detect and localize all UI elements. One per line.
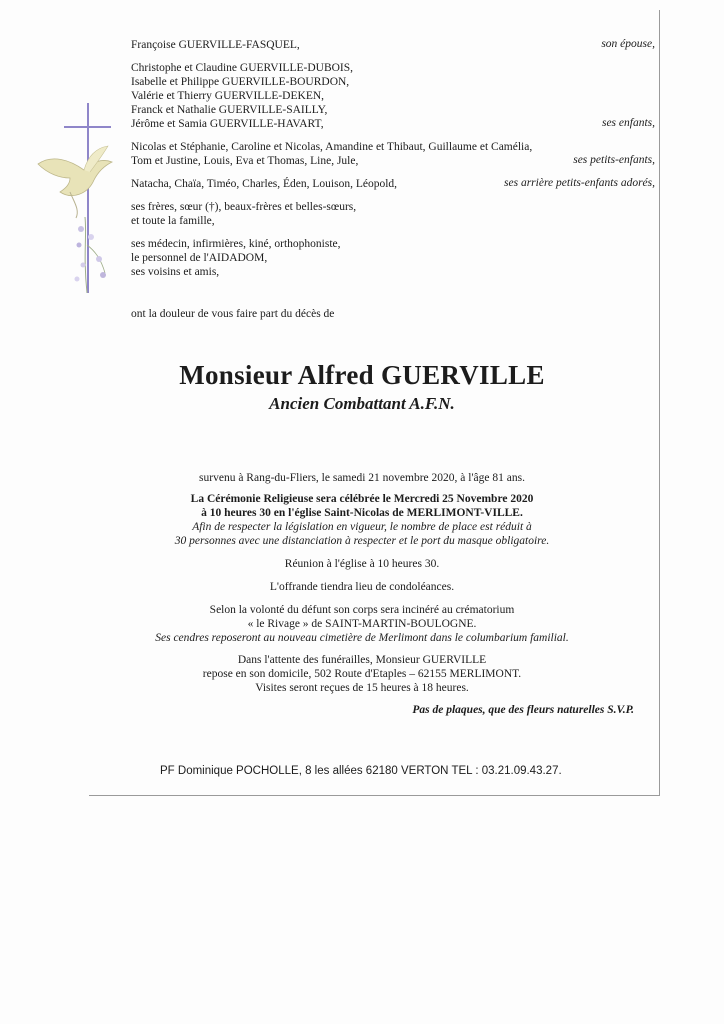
children-role: ses enfants, [601, 117, 655, 129]
announcement: ont la douleur de vous faire part du décès de [131, 308, 335, 320]
flowers-note: Pas de plaques, que des fleurs naturelles S.V.P. [412, 704, 634, 716]
deceased-title: Ancien Combattant A.F.N. [269, 394, 455, 413]
child-line: Valérie et Thierry GUERVILLE-DEKEN, [131, 90, 325, 102]
child-line: Franck et Nathalie GUERVILLE-SAILLY, [131, 104, 328, 116]
child-line: Jérôme et Samia GUERVILLE-HAVART, [131, 118, 324, 130]
great-grandchildren-line: Natacha, Chaïa, Timéo, Charles, Éden, Louison, Léopold, [131, 178, 398, 190]
grandchildren-role: ses petits-enfants, [573, 154, 655, 166]
child-line: Christophe et Claudine GUERVILLE-DUBOIS, [131, 62, 354, 74]
cremation-line: Ses cendres reposeront au nouveau cimetière de Merlimont dans le columbarium familial. [155, 632, 569, 644]
great-grandchildren-role: ses arrière petits-enfants adorés, [504, 177, 655, 189]
cremation-line: Selon la volonté du défunt son corps sera incinéré au crématorium [209, 604, 515, 616]
siblings-line: et toute la famille, [131, 215, 215, 227]
rest-line: repose en son domicile, 502 Route d'Etaples – 62155 MERLIMONT. [202, 668, 522, 680]
rest-line: Visites seront reçues de 15 heures à 18 heures. [255, 682, 469, 694]
offering-line: L'offrande tiendra lieu de condoléances. [269, 581, 455, 593]
child-line: Isabelle et Philippe GUERVILLE-BOURDON, [131, 76, 350, 88]
rest-line: Dans l'attente des funérailles, Monsieur GUERVILLE [237, 654, 487, 666]
grandchildren-line: Tom et Justine, Louis, Eva et Thomas, Line, Jule, [131, 155, 359, 167]
care-line: ses médecin, infirmières, kiné, orthophoniste, [131, 238, 341, 250]
spouse-role: son épouse, [601, 38, 655, 50]
death-notice: survenu à Rang-du-Fliers, le samedi 21 novembre 2020, à l'âge 81 ans. [199, 472, 525, 484]
deceased-name: Monsieur Alfred GUERVILLE [179, 360, 545, 390]
dove-icon [30, 142, 130, 222]
covid-line: 30 personnes avec une distanciation à respecter et le port du masque obligatoire. [174, 535, 550, 547]
meeting-line: Réunion à l'église à 10 heures 30. [284, 558, 440, 570]
cremation-line: « le Rivage » de SAINT-MARTIN-BOULOGNE. [247, 618, 477, 630]
funeral-home-footer: PF Dominique POCHOLLE, 8 les allées 62180 VERTON TEL : 03.21.09.43.27. [160, 765, 562, 777]
ceremony-line: La Cérémonie Religieuse sera célébrée le Mercredi 25 Novembre 2020 [190, 493, 534, 505]
covid-line: Afin de respecter la législation en vigueur, le nombre de place est réduit à [192, 521, 532, 533]
flower-icon [63, 215, 118, 295]
cross-icon-bar [64, 126, 111, 128]
care-line: le personnel de l'AIDADOM, [131, 252, 268, 264]
siblings-line: ses frères, sœur (†), beaux-frères et belles-sœurs, [131, 201, 357, 213]
grandchildren-line: Nicolas et Stéphanie, Caroline et Nicolas, Amandine et Thibaut, Guillaume et Camélia, [131, 141, 533, 153]
spouse-name: Françoise GUERVILLE-FASQUEL, [131, 39, 300, 51]
ceremony-line: à 10 heures 30 en l'église Saint-Nicolas de MERLIMONT-VILLE. [201, 507, 523, 519]
care-line: ses voisins et amis, [131, 266, 220, 278]
